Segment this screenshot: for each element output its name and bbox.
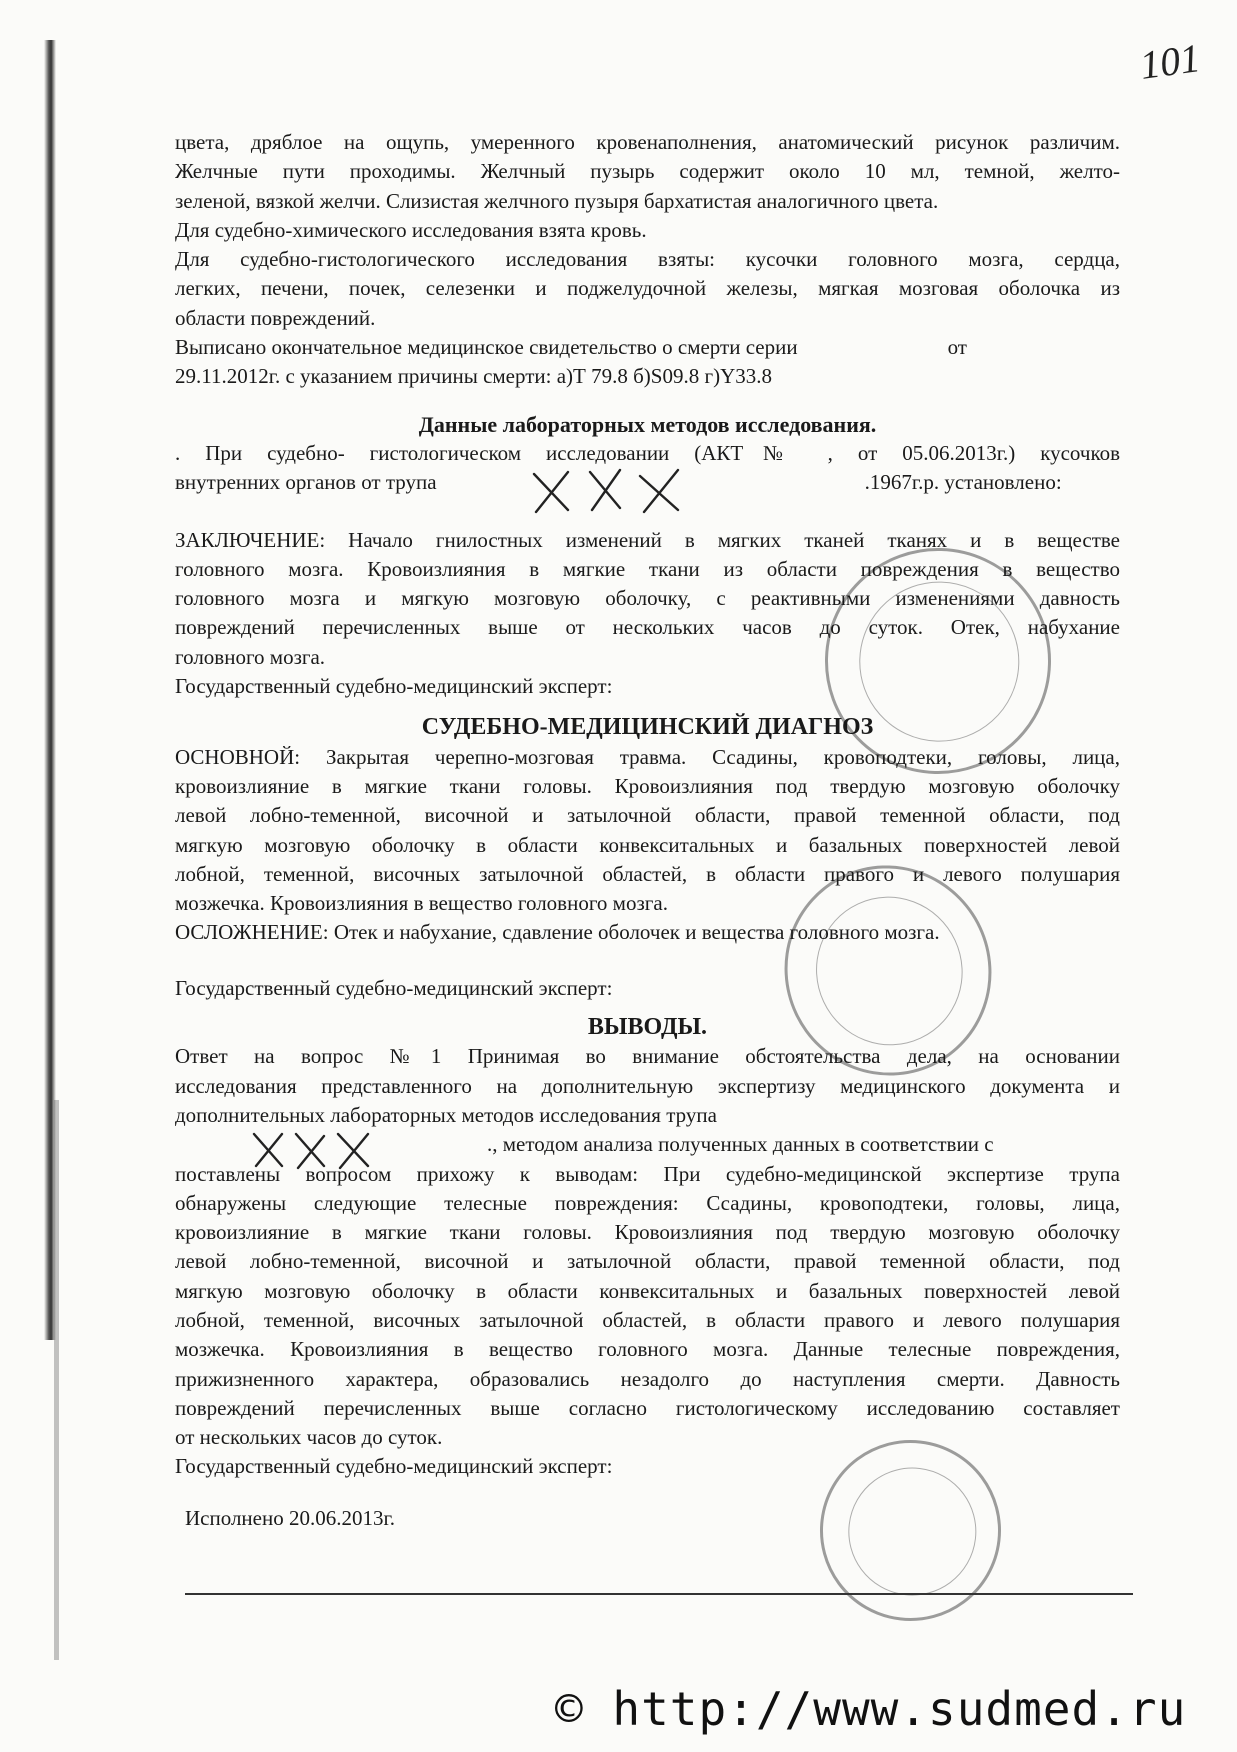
- text-line: цвета, дряблое на ощупь, умеренного кровенаполнения, анатомический рисунок различим.: [175, 130, 1120, 154]
- text-line: головного мозга.: [175, 644, 326, 669]
- text-line: кровоизлияние в мягкие ткани головы. Кровоизлияния под твердую мозговую оболочку: [175, 773, 1120, 798]
- expert-signature-line: Государственный судебно-медицинский эксперт:: [175, 975, 613, 1000]
- text-line: кровоизлияние в мягкие ткани головы. Кровоизлияния под твердую мозговую оболочку: [175, 1220, 1120, 1245]
- text-line: Для судебно-гистологического исследования взяты: кусочки головного мозга, сердца,: [175, 247, 1120, 272]
- text-line: от нескольких часов до суток.: [175, 1425, 443, 1450]
- lab-methods-heading: Данные лабораторных методов исследования.: [418, 411, 877, 437]
- text-line: левой лобно-теменной, височной и затылочной области, правой теменной области, под: [175, 803, 1120, 828]
- expert-signature-line: Государственный судебно-медицинский эксперт:: [175, 1454, 613, 1479]
- text-line: . При судебно- гистологическом исследовании (АКТ№ , от 05.06.2013г.) кусочков: [175, 440, 1120, 465]
- certificate-series-text: Выписано окончательное медицинское свидетельство о смерти серии: [175, 335, 798, 360]
- lab-text-start: внутренних органов от трупа: [175, 470, 437, 495]
- findings-heading: ВЫВОДЫ.: [587, 1014, 708, 1041]
- text-line: мягкую мозговую оболочку в области конвекситальных и базальных поверхностей левой: [175, 832, 1120, 857]
- text-line: прижизненного характера, образовались незадолго до наступления смерти. Давность: [175, 1366, 1120, 1391]
- text-line: обнаружены следующие телесные повреждения: Ссадины, кровоподтеки, головы, лица,: [175, 1190, 1120, 1215]
- text-line: области повреждений.: [175, 305, 376, 330]
- text-line: головного мозга и мягкую мозговую оболочку, с реактивными изменениями давность: [175, 586, 1120, 611]
- text-line: Желчные пути проходимы. Желчный пузырь содержит около 10 мл, темной, желто-: [175, 159, 1120, 184]
- scan-edge-shadow-lower: [54, 1100, 59, 1660]
- text-line: мозжечка. Кровоизлияния в вещество головного мозга.: [175, 891, 668, 916]
- page-number: 101: [1137, 35, 1203, 88]
- text-line: ЗАКЛЮЧЕНИЕ: Начало гнилостных изменений в мягких тканей тканях и в веществе: [175, 527, 1120, 552]
- text-line: легких, печени, почек, селезенки и поджелудочной железы, мягкая мозговая оболочка из: [175, 276, 1120, 301]
- text-line: мозжечка. Кровоизлияния в вещество головного мозга. Данные телесные повреждения,: [175, 1337, 1120, 1362]
- text-line: [175, 333, 1120, 362]
- expert-signature-line: Государственный судебно-медицинский эксперт:: [175, 674, 613, 699]
- text-line: Для судебно-химического исследования взята кровь.: [175, 217, 647, 242]
- bottom-rule: [185, 1593, 1133, 1595]
- text-line: 29.11.2012г. с указанием причины смерти: а)Т 79.8 б)S09.8 г)Y33.8: [175, 364, 772, 389]
- watermark-url: © http://www.sudmed.ru: [555, 1682, 1187, 1736]
- text-line: мягкую мозговую оболочку в области конвекситальных и базальных поверхностей левой: [175, 1278, 1120, 1303]
- redaction-x-marks-icon: [248, 1130, 376, 1170]
- text-line: зеленой, вязкой желчи. Слизистая желчного пузыря бархатистая аналогичного цвета.: [175, 188, 939, 213]
- text-line: повреждений перечисленных выше согласно гистологическому исследованию составляет: [175, 1395, 1120, 1420]
- diagnosis-heading: СУДЕБНО-МЕДИЦИНСКИЙ ДИАГНОЗ: [421, 714, 874, 741]
- findings-text: ., методом анализа полученных данных в соответствии с: [487, 1132, 994, 1157]
- text-line: ОСНОВНОЙ: Закрытая черепно-мозговая травма. Ссадины, кровоподтеки, головы, лица,: [175, 744, 1120, 769]
- text-line: головного мозга. Кровоизлияния в мягкие ткани из области повреждения в вещество: [175, 556, 1120, 581]
- certificate-from-text: от: [947, 335, 967, 360]
- text-line: дополнительных лабораторных методов исследования трупа: [175, 1102, 717, 1127]
- text-line: лобной, теменной, височных затылочной областей, в области правого и левого полушария: [175, 861, 1120, 886]
- text-line: исследования представленного на дополнительную экспертизу медицинского документа и: [175, 1073, 1120, 1098]
- document-body: [175, 128, 1120, 1533]
- lab-text-end: .1967г.р. установлено:: [864, 470, 1062, 495]
- text-line: Ответ на вопрос №1 Принимая во внимание обстоятельства дела, на основании: [175, 1044, 1120, 1069]
- text-line: лобной, теменной, височных затылочной областей, в области правого и левого полушария: [175, 1307, 1120, 1332]
- text-line: ОСЛОЖНЕНИЕ: Отек и набухание, сдавление оболочек и вещества головного мозга.: [175, 920, 940, 945]
- redaction-x-marks-icon: [528, 466, 688, 516]
- text-line: поставлены вопросом прихожу к выводам: При судебно-медицинской экспертизе трупа: [175, 1161, 1120, 1186]
- text-line: левой лобно-теменной, височной и затылочной области, правой теменной области, под: [175, 1249, 1120, 1274]
- executed-date: Исполнено 20.06.2013г.: [185, 1505, 395, 1530]
- text-line: повреждений перечисленных выше от нескольких часов до суток. Отек, набухание: [175, 615, 1120, 640]
